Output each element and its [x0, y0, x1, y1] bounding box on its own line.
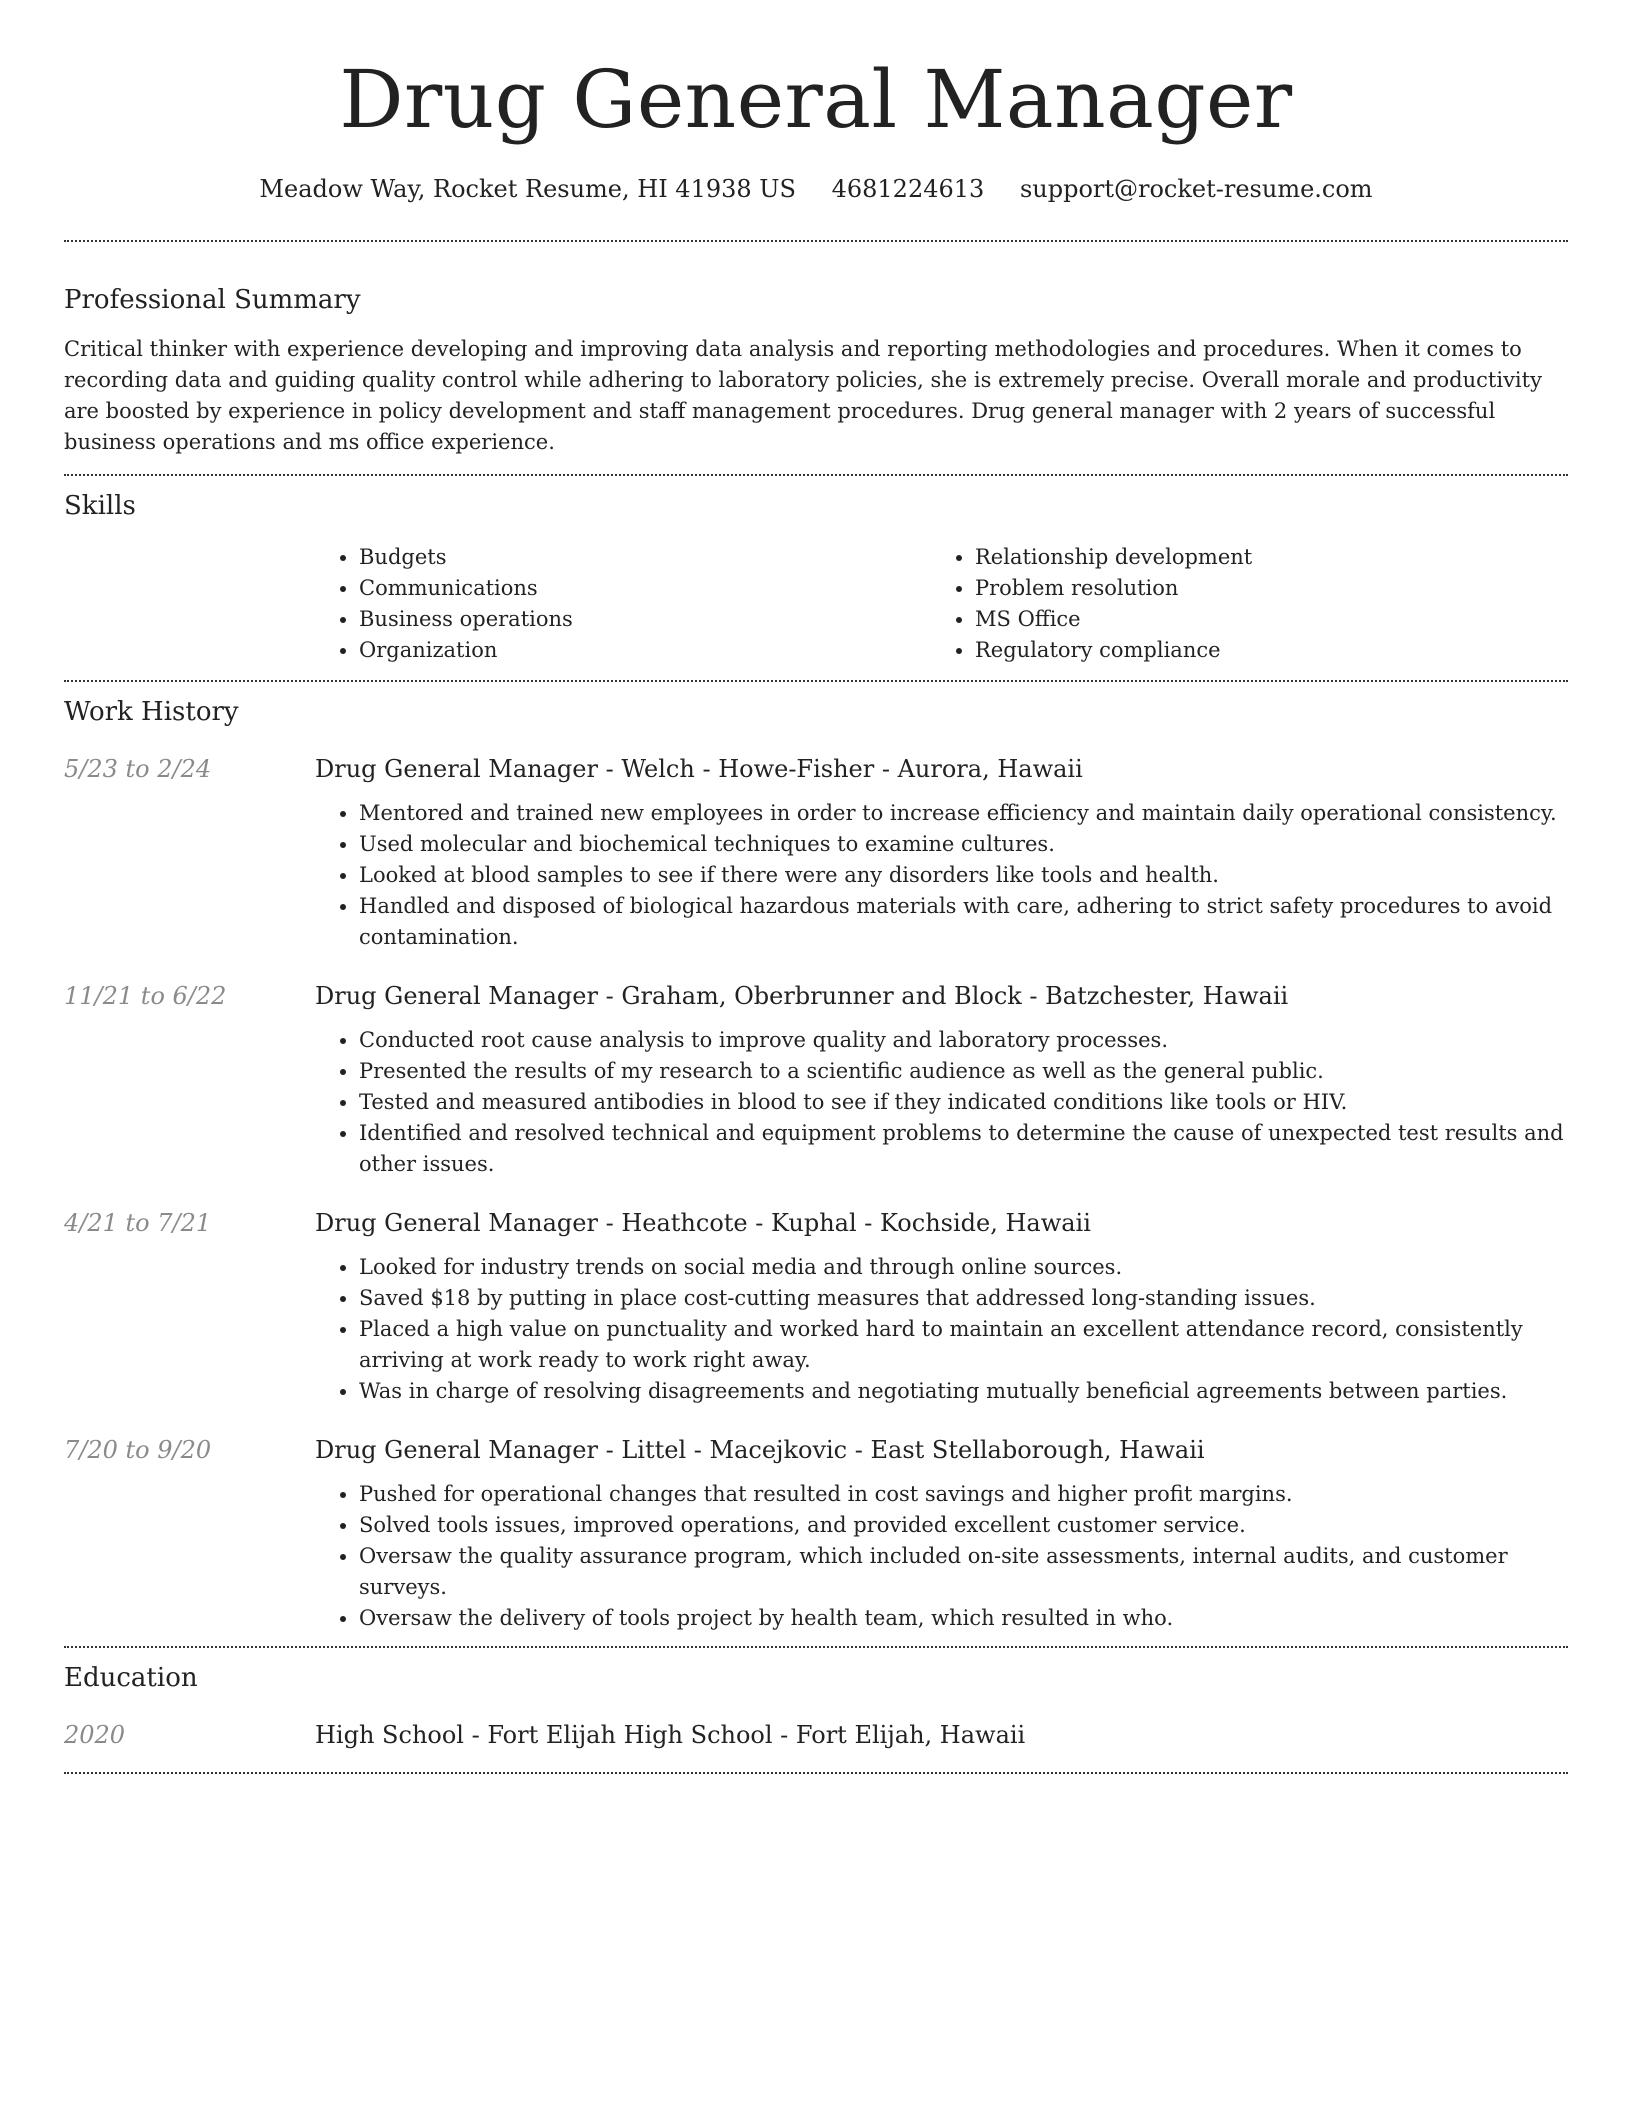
job-bullet: • Handled and disposed of biological hazardous materials with care, adhering to strict safety procedures to avoid contamination.	[359, 891, 1568, 953]
job-bullets	[315, 798, 1568, 953]
education-entry	[64, 1718, 1568, 1752]
job-bullet: • Used molecular and biochemical techniques to examine cultures.	[359, 829, 1568, 860]
job-dates: 5/23 to 2/24	[64, 755, 212, 783]
job-bullet: • Oversaw the quality assurance program, which included on-site assessments, internal audits, and customer surveys.	[359, 1541, 1568, 1603]
skill-item: • Regulatory compliance	[975, 635, 1547, 666]
contact-phone: 4681224613	[831, 175, 985, 203]
job-bullet: • Was in charge of resolving disagreements and negotiating mutually beneficial agreements between parties.	[359, 1376, 1568, 1407]
job-bullet: • Pushed for operational changes that resulted in cost savings and higher profit margins.	[359, 1479, 1568, 1510]
skill-item: • Budgets	[359, 542, 931, 573]
skills-list-right	[931, 542, 1547, 666]
professional-summary-section	[64, 282, 1568, 458]
skill-item: • Relationship development	[975, 542, 1547, 573]
job-bullet: • Looked at blood samples to see if there were any disorders like tools and health.	[359, 860, 1568, 891]
section-divider	[64, 474, 1568, 476]
job-bullet: • Tested and measured antibodies in blood to see if they indicated conditions like tools or HIV.	[359, 1087, 1568, 1118]
education-year: 2020	[64, 1721, 126, 1749]
skills-list-left	[315, 542, 931, 666]
job-details	[315, 979, 1568, 1180]
job-details	[315, 1206, 1568, 1407]
job-bullets	[315, 1479, 1568, 1634]
skills-columns	[315, 542, 1568, 666]
skills-section	[64, 488, 1568, 666]
skill-item: • MS Office	[975, 604, 1547, 635]
summary-text: Critical thinker with experience developing and improving data analysis and reporting methodologies and procedures. When it comes to recording data and guiding quality control while adhering to laboratory policies, she is extremely precise. Overall morale and productivity are boosted by experience in policy development and staff management procedures. Drug general manager with 2 years of successful business operations and ms office experience.	[64, 337, 1542, 454]
job-bullet: • Placed a high value on punctuality and worked hard to maintain an excellent attendance record, consistently arriving at work ready to work right away.	[359, 1314, 1568, 1376]
job-bullet: • Saved $18 by putting in place cost-cutting measures that addressed long-standing issues.	[359, 1283, 1568, 1314]
education-details: High School - Fort Elijah High School - Fort Elijah, Hawaii	[315, 1721, 1026, 1749]
job-entry	[64, 979, 1568, 1180]
job-bullet: • Mentored and trained new employees in order to increase efficiency and maintain daily operational consistency.	[359, 798, 1568, 829]
job-title: Drug General Manager - Heathcote - Kuphal - Kochside, Hawaii	[315, 1209, 1091, 1237]
job-bullet: • Conducted root cause analysis to improve quality and laboratory processes.	[359, 1025, 1568, 1056]
job-bullet: • Solved tools issues, improved operations, and provided excellent customer service.	[359, 1510, 1568, 1541]
skill-item: • Problem resolution	[975, 573, 1547, 604]
job-dates: 11/21 to 6/22	[64, 982, 227, 1010]
job-dates: 4/21 to 7/21	[64, 1209, 212, 1237]
job-title: Drug General Manager - Welch - Howe-Fisher - Aurora, Hawaii	[315, 755, 1083, 783]
skill-item: • Business operations	[359, 604, 931, 635]
job-entry	[64, 1206, 1568, 1407]
job-entry	[64, 752, 1568, 953]
job-bullet: • Identified and resolved technical and equipment problems to determine the cause of unexpected test results and other issues.	[359, 1118, 1568, 1180]
skill-item: • Communications	[359, 573, 931, 604]
section-divider	[64, 1646, 1568, 1648]
skill-item: • Organization	[359, 635, 931, 666]
job-title: Drug General Manager - Littel - Macejkovic - East Stellaborough, Hawaii	[315, 1436, 1205, 1464]
contact-email: support@rocket-resume.com	[1019, 175, 1373, 203]
job-bullets	[315, 1252, 1568, 1407]
job-bullet: • Oversaw the delivery of tools project by health team, which resulted in who.	[359, 1603, 1568, 1634]
job-details	[315, 1433, 1568, 1634]
section-divider	[64, 240, 1568, 242]
candidate-name: Drug General Manager	[339, 53, 1293, 146]
section-title-skills: Skills	[64, 491, 136, 521]
education-section	[64, 1660, 1568, 1752]
job-dates: 7/20 to 9/20	[64, 1436, 212, 1464]
contact-address: Meadow Way, Rocket Resume, HI 41938 US	[259, 175, 796, 203]
section-divider	[64, 680, 1568, 682]
job-details	[315, 752, 1568, 953]
resume-content	[64, 0, 1568, 1774]
section-title-summary: Professional Summary	[64, 285, 361, 315]
section-title-education: Education	[64, 1663, 198, 1693]
job-bullet: • Looked for industry trends on social media and through online sources.	[359, 1252, 1568, 1283]
job-title: Drug General Manager - Graham, Oberbrunner and Block - Batzchester, Hawaii	[315, 982, 1289, 1010]
section-divider	[64, 1772, 1568, 1774]
job-bullet: • Presented the results of my research to a scientific audience as well as the general public.	[359, 1056, 1568, 1087]
work-history-section	[64, 694, 1568, 1634]
contact-line	[64, 172, 1568, 206]
section-title-work: Work History	[64, 697, 239, 727]
job-bullets	[315, 1025, 1568, 1180]
job-entry	[64, 1433, 1568, 1634]
